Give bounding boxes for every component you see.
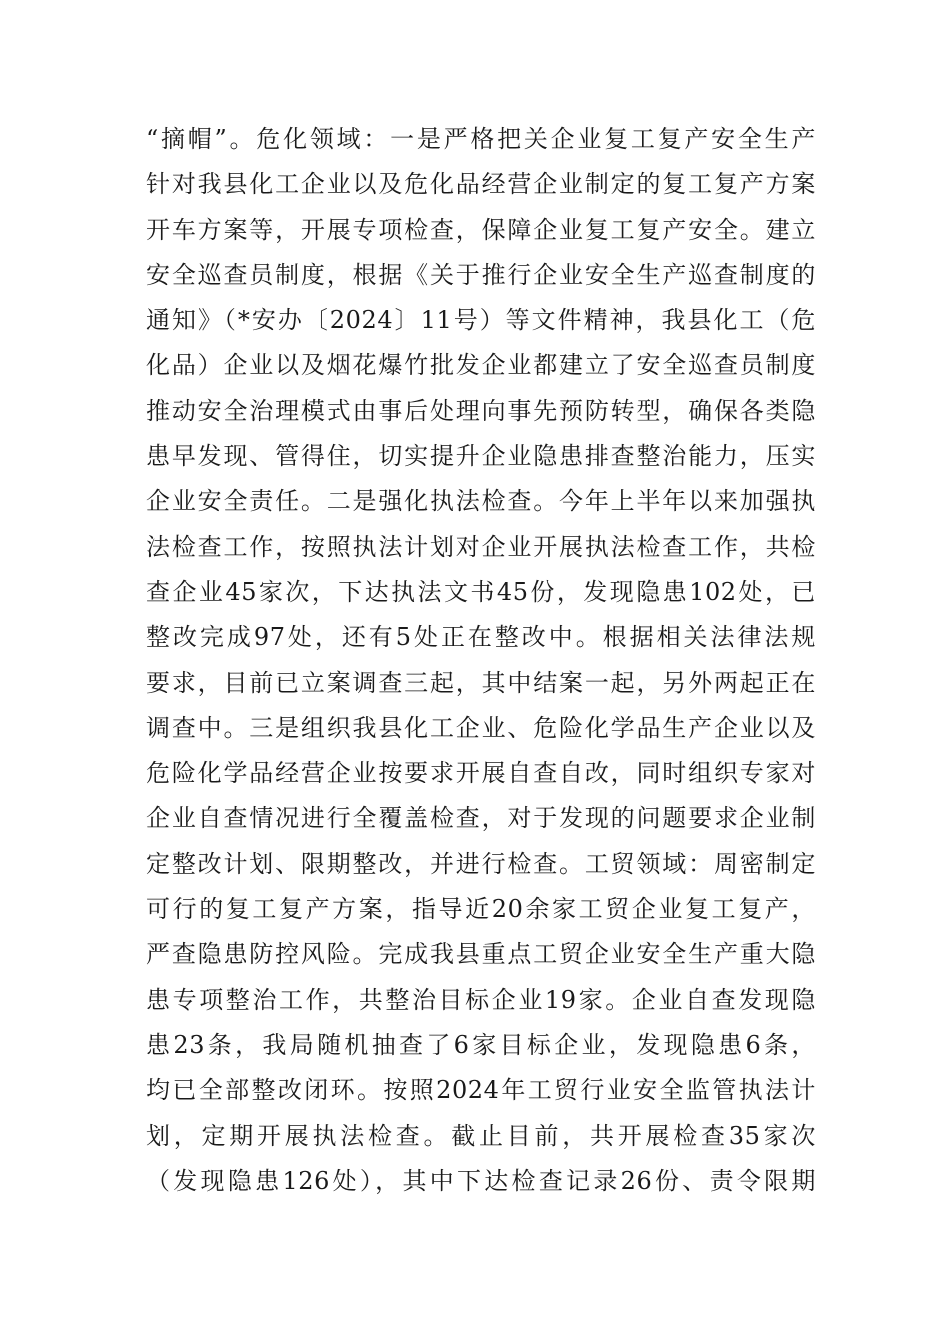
text-line: 患早发现、管得住，切实提升企业隐患排查整治能力，压实: [146, 442, 816, 471]
text-line: 要求，目前已立案调查三起，其中结案一起，另外两起正在: [146, 668, 816, 697]
text-line: 通知》（*安办〔2024〕11号）等文件精神，我县化工（危: [146, 306, 816, 335]
text-line: 推动安全治理模式由事后处理向事先预防转型，确保各类隐: [146, 396, 816, 425]
text-line: 危险化学品经营企业按要求开展自查自改，同时组织专家对: [146, 759, 816, 788]
text-line: 严查隐患防控风险。完成我县重点工贸企业安全生产重大隐: [146, 940, 816, 969]
text-line: 可行的复工复产方案，指导近20余家工贸企业复工复产，: [146, 895, 816, 924]
text-line: 定整改计划、限期整改，并进行检查。工贸领域：周密制定: [146, 849, 816, 878]
text-line: 企业自查情况进行全覆盖检查，对于发现的问题要求企业制: [146, 804, 816, 833]
text-line: 化品）企业以及烟花爆竹批发企业都建立了安全巡查员制度: [146, 351, 816, 380]
text-line: 安全巡查员制度，根据《关于推行企业安全生产巡查制度的: [146, 260, 816, 289]
text-line: 法检查工作，按照执法计划对企业开展执法检查工作，共检: [146, 532, 816, 561]
text-line: 针对我县化工企业以及危化品经营企业制定的复工复产方案: [146, 170, 816, 199]
text-line: 均已全部整改闭环。按照2024年工贸行业安全监管执法计: [146, 1076, 816, 1105]
text-line: 开车方案等，开展专项检查，保障企业复工复产安全。建立: [146, 215, 816, 244]
text-line: “摘帽”。危化领域：一是严格把关企业复工复产安全生产: [146, 125, 816, 153]
text-line: 企业安全责任。二是强化执法检查。今年上半年以来加强执: [146, 487, 816, 516]
text-line: （发现隐患126处），其中下达检查记录26份、责令限期: [146, 1166, 816, 1195]
text-line: 整改完成97处，还有5处正在整改中。根据相关法律法规: [146, 623, 816, 652]
text-line: 划，定期开展执法检查。截止目前，共开展检查35家次: [146, 1121, 816, 1150]
body-text: [146, 117, 816, 1204]
text-line: 查企业45家次，下达执法文书45份，发现隐患102处，已: [146, 577, 816, 606]
text-line: 患23条，我局随机抽查了6家目标企业，发现隐患6条，: [146, 1030, 816, 1059]
text-line: 患专项整治工作，共整治目标企业19家。企业自查发现隐: [146, 985, 816, 1014]
text-line: 调查中。三是组织我县化工企业、危险化学品生产企业以及: [146, 713, 816, 742]
